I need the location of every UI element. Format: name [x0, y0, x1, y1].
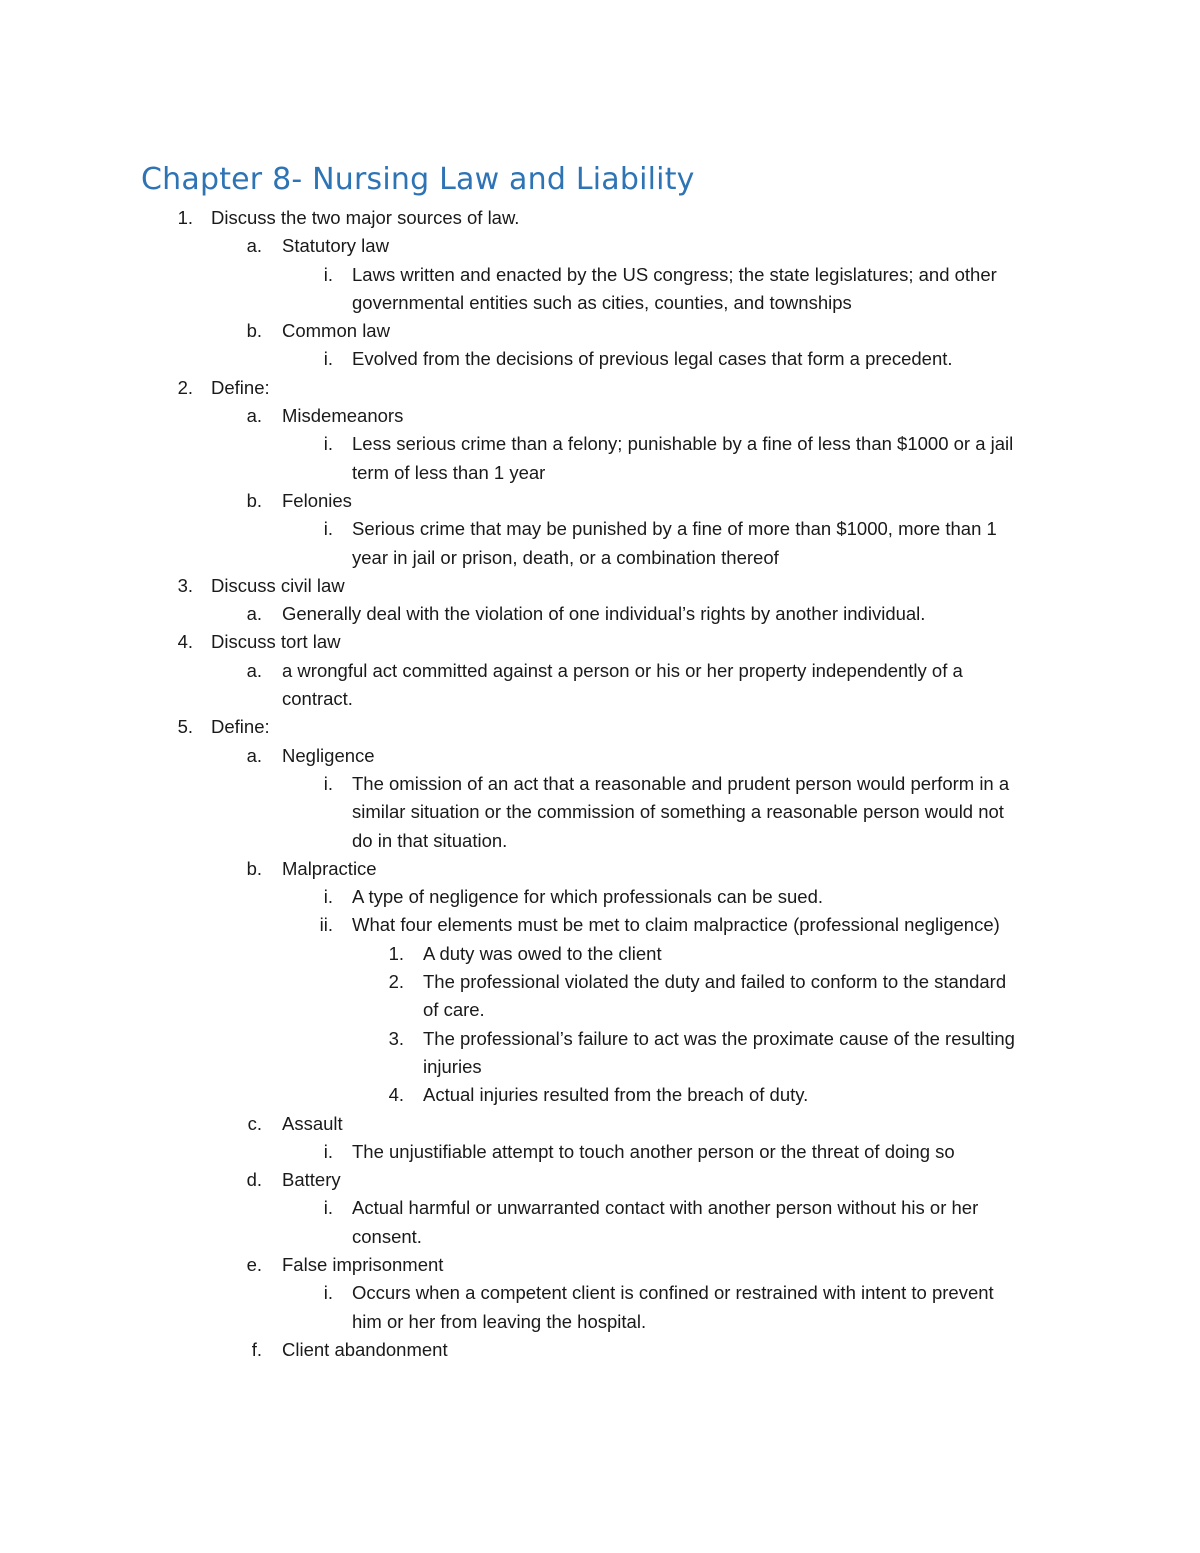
list-item-text: What four elements must be met to claim malpractice (professional negligence)	[352, 914, 1000, 936]
list-item-text: Actual harmful or unwarranted contact with another person without his or her	[352, 1197, 979, 1219]
list-marker: a.	[246, 405, 262, 427]
list-marker: i.	[323, 1282, 333, 1304]
list-item-text: The professional’s failure to act was the proximate cause of the resulting	[423, 1027, 1015, 1049]
list-item-text: The professional violated the duty and failed to conform to the standard	[423, 971, 1007, 993]
list-item	[0, 1025, 1200, 1053]
list-item	[0, 770, 1200, 798]
list-item-text: False imprisonment	[282, 1253, 444, 1275]
list-item-text: The omission of an act that a reasonable and prudent person would perform in a	[352, 772, 1010, 794]
list-marker: a.	[246, 744, 262, 766]
list-marker: d.	[246, 1169, 262, 1191]
list-item	[0, 1223, 1200, 1251]
list-item-text: Serious crime that may be punished by a fine of more than $1000, more than 1	[352, 518, 997, 540]
list-item-text: him or her from leaving the hospital.	[352, 1310, 647, 1332]
list-item-text: Less serious crime than a felony; punishable by a fine of less than $1000 or a jail	[352, 433, 1014, 455]
list-item	[0, 544, 1200, 572]
list-item-text: Discuss civil law	[211, 574, 345, 596]
list-item	[0, 1336, 1200, 1364]
list-item	[0, 232, 1200, 260]
list-item-text: injuries	[423, 1055, 482, 1077]
list-item-text: Malpractice	[282, 857, 377, 879]
list-item-text: Felonies	[282, 489, 352, 511]
list-item-text: do in that situation.	[352, 829, 508, 851]
list-marker: i.	[323, 1140, 333, 1162]
list-marker: 4.	[177, 631, 193, 653]
list-marker: 5.	[177, 716, 193, 738]
list-item-text: Battery	[282, 1169, 341, 1191]
list-item	[0, 1138, 1200, 1166]
list-marker: e.	[246, 1253, 262, 1275]
list-item	[0, 261, 1200, 289]
list-marker: a.	[246, 235, 262, 257]
list-item	[0, 1081, 1200, 1109]
list-item-text: Misdemeanors	[282, 405, 404, 427]
list-item	[0, 968, 1200, 996]
page-title: Chapter 8- Nursing Law and Liability	[141, 162, 695, 197]
list-marker: 2.	[388, 971, 404, 993]
list-item	[0, 317, 1200, 345]
list-item	[0, 204, 1200, 232]
list-item	[0, 798, 1200, 826]
list-item	[0, 713, 1200, 741]
list-item-text: Actual injuries resulted from the breach of duty.	[423, 1084, 809, 1106]
list-marker: ii.	[319, 914, 333, 936]
list-item-text: A duty was owed to the client	[423, 942, 662, 964]
list-item	[0, 515, 1200, 543]
list-item	[0, 1053, 1200, 1081]
list-marker: 2.	[177, 376, 193, 398]
list-item	[0, 1279, 1200, 1307]
list-item-text: Assault	[282, 1112, 343, 1134]
list-marker: 3.	[177, 574, 193, 596]
list-marker: i.	[323, 772, 333, 794]
list-item-text: contract.	[282, 688, 353, 710]
list-item-text: A type of negligence for which professionals can be sued.	[352, 886, 824, 908]
list-marker: b.	[246, 320, 262, 342]
list-item	[0, 1251, 1200, 1279]
list-item-text: Laws written and enacted by the US congress; the state legislatures; and other	[352, 263, 997, 285]
list-item	[0, 374, 1200, 402]
list-item-text: Discuss tort law	[211, 631, 341, 653]
list-item-text: Statutory law	[282, 235, 389, 257]
list-item	[0, 487, 1200, 515]
list-marker: 1.	[177, 207, 193, 228]
list-item-text: Client abandonment	[282, 1338, 448, 1360]
list-item	[0, 996, 1200, 1024]
list-item-text: a wrongful act committed against a person or his or her property independently of a	[282, 659, 963, 681]
list-item-text: Evolved from the decisions of previous legal cases that form a precedent.	[352, 348, 953, 370]
list-item	[0, 289, 1200, 317]
list-item-text: governmental entities such as cities, counties, and townships	[352, 291, 852, 313]
list-marker: b.	[246, 857, 262, 879]
list-item	[0, 345, 1200, 373]
list-marker: i.	[323, 518, 333, 540]
list-item	[0, 657, 1200, 685]
list-item	[0, 572, 1200, 600]
list-marker: b.	[246, 489, 262, 511]
list-marker: i.	[323, 886, 333, 908]
list-item	[0, 1110, 1200, 1138]
list-marker: 1.	[388, 942, 404, 964]
list-item	[0, 1194, 1200, 1222]
list-item-text: year in jail or prison, death, or a combination thereof	[352, 546, 779, 568]
list-marker: 3.	[388, 1027, 404, 1049]
list-item	[0, 430, 1200, 458]
list-marker: a.	[246, 659, 262, 681]
list-item	[0, 883, 1200, 911]
list-item	[0, 685, 1200, 713]
list-item-text: of care.	[423, 999, 485, 1021]
list-item	[0, 1166, 1200, 1194]
list-item-text: similar situation or the commission of something a reasonable person would not	[352, 801, 1004, 823]
list-item	[0, 600, 1200, 628]
list-item-text: Negligence	[282, 744, 375, 766]
list-item-text: Occurs when a competent client is confined or restrained with intent to prevent	[352, 1282, 994, 1304]
list-item	[0, 459, 1200, 487]
list-item	[0, 827, 1200, 855]
list-item	[0, 940, 1200, 968]
list-marker: i.	[323, 1197, 333, 1219]
list-marker: i.	[323, 433, 333, 455]
list-item-text: Common law	[282, 320, 390, 342]
list-marker: c.	[247, 1112, 262, 1134]
list-item-text: term of less than 1 year	[352, 461, 546, 483]
list-item-text: The unjustifiable attempt to touch another person or the threat of doing so	[352, 1140, 955, 1162]
list-item-text: Define:	[211, 376, 270, 398]
list-item-text: Generally deal with the violation of one individual’s rights by another individual.	[282, 603, 926, 625]
list-item-text: consent.	[352, 1225, 422, 1247]
list-marker: 4.	[388, 1084, 404, 1106]
list-item	[0, 1308, 1200, 1336]
list-item	[0, 855, 1200, 883]
list-item-text: Discuss the two major sources of law.	[211, 207, 520, 228]
list-item	[0, 628, 1200, 656]
list-item	[0, 911, 1200, 939]
outline-list	[0, 204, 1200, 1364]
list-item-text: Define:	[211, 716, 270, 738]
list-marker: f.	[251, 1338, 262, 1360]
list-marker: i.	[323, 348, 333, 370]
list-item	[0, 742, 1200, 770]
list-marker: a.	[246, 603, 262, 625]
list-marker: i.	[323, 263, 333, 285]
list-item	[0, 402, 1200, 430]
